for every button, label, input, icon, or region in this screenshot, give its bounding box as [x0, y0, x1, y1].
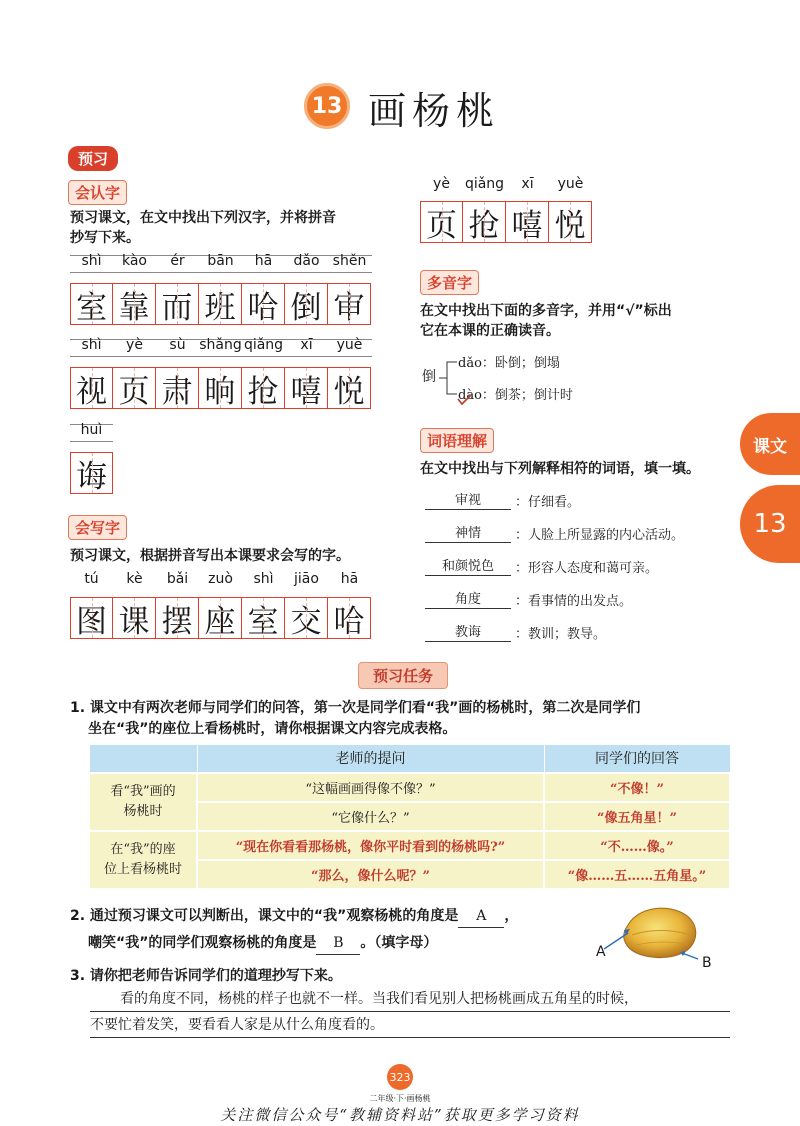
pinyin: shì [81, 253, 102, 269]
char-cell: 诲 [70, 452, 113, 494]
pinyin-row-1 [70, 253, 372, 275]
tasks-tag: 预习任务 [358, 662, 448, 689]
row-group-label-line: 位上看杨桃时 [103, 861, 182, 877]
char-cell: 肃 [156, 367, 199, 409]
teacher-question: “这幅画画得像不像？” [197, 773, 544, 802]
char-cell: 图 [70, 597, 113, 639]
row-group-label-line: 看“我”画的 [110, 783, 176, 799]
student-answer: “不……像。” [544, 831, 730, 860]
pinyin-row-3 [70, 422, 113, 444]
question-1-line1: 1. 课文中有两次老师与同学们的问答，第一次是同学们看“我”画的杨桃时，第二次是同学们 [70, 700, 641, 716]
pinyin: xī [521, 176, 534, 192]
vocab-meaning: ：看事情的出发点。 [515, 594, 633, 609]
q2-text-end: 。（填字母） [360, 935, 438, 951]
row-group-label-line: 杨桃时 [123, 803, 163, 819]
vocab-item [425, 554, 658, 576]
pinyin: sù [169, 337, 186, 353]
table-row [89, 831, 730, 860]
vocab-answer: 审视 [425, 489, 511, 510]
pinyin: tú [84, 571, 99, 587]
starfruit-figure [590, 895, 720, 975]
question-3: 3. 请你把老师告诉同学们的道理抄写下来。 [70, 968, 342, 984]
pinyin: shì [81, 337, 102, 353]
pinyin: kè [126, 571, 143, 587]
pinyin: jiāo [294, 571, 319, 587]
write-instruction: 预习课文，根据拼音写出本课要求会写的字。 [70, 548, 350, 564]
pinyin: shǎng [199, 337, 242, 353]
char-grid-row-1 [70, 283, 371, 325]
preview-tag: 预习 [68, 146, 118, 171]
table-header: 老师的提问 [197, 745, 544, 773]
student-answer: “不像！” [544, 773, 730, 802]
char-cell: 室 [242, 597, 285, 639]
page-number: 323 [387, 1064, 413, 1090]
teacher-question: “它像什么？” [197, 802, 544, 831]
figure-label-a: A [596, 944, 606, 960]
pinyin: dǎo [293, 253, 320, 269]
pinyin: shì [253, 571, 274, 587]
char-cell: 班 [199, 283, 242, 325]
question-1-line2: 坐在“我”的座位上看杨桃时，请你根据课文内容完成表格。 [88, 721, 457, 737]
pinyin: shěn [332, 253, 367, 269]
vocab-answer: 神情 [425, 522, 511, 543]
student-answer: “像五角星！” [544, 802, 730, 831]
polyphone-reading-1: dǎo：卧倒；倒塌 [458, 356, 560, 371]
char-cell: 审 [328, 283, 371, 325]
char-cell: 哈 [328, 597, 371, 639]
vocab-item [425, 587, 632, 609]
answer-line-2: 不要忙着发笑，要看看人家是从什么角度看的。 [90, 1014, 730, 1038]
pinyin: yuè [557, 176, 584, 192]
q2-text: 嘲笑“我”的同学们观察杨桃的角度是 [88, 935, 317, 951]
table-header: 同学们的回答 [544, 745, 730, 773]
recognize-instruction-line2: 抄写下来。 [70, 230, 140, 246]
char-cell: 倒 [285, 283, 328, 325]
char-cell: 课 [113, 597, 156, 639]
row-group-label-line: 在“我”的座 [110, 841, 176, 857]
pinyin: bān [207, 253, 234, 269]
watermark-text: 关注微信公众号“教辅资料站”获取更多学习资料 [220, 1106, 580, 1124]
top-right-pinyin-row [420, 176, 592, 198]
char-cell: 页 [420, 201, 463, 243]
vocab-meaning: ：形容人态度和蔼可亲。 [515, 561, 659, 576]
footer-caption: 二年级·下·画杨桃 [369, 1094, 431, 1103]
question-2-line2 [88, 932, 437, 955]
vocab-item [425, 488, 580, 510]
char-grid-row-2 [70, 367, 371, 409]
char-grid-row-3 [70, 452, 113, 494]
pinyin: zuò [208, 571, 233, 587]
pinyin: qiǎng [464, 176, 505, 192]
char-cell: 页 [113, 367, 156, 409]
vocab-meaning: ：教训；教导。 [515, 627, 607, 642]
polyphone-reading-2: dào：倒茶；倒计时 [458, 388, 573, 403]
char-cell: 嘻 [506, 201, 549, 243]
teacher-question: “那么，像什么呢？” [197, 860, 544, 889]
checkmark-icon [456, 393, 474, 407]
char-cell: 座 [199, 597, 242, 639]
figure-label-b: B [702, 955, 712, 971]
teacher-question: “现在你看看那杨桃，像你平时看到的杨桃吗?” [197, 831, 544, 860]
row-group-label [89, 831, 197, 889]
write-char-grid [70, 597, 371, 639]
q2-text: 2. 通过预习课文可以判断出，课文中的“我”观察杨桃的角度是 [70, 908, 459, 924]
lesson-number-badge: 13 [304, 83, 350, 129]
char-cell: 悦 [328, 367, 371, 409]
char-cell: 晌 [199, 367, 242, 409]
pinyin: yè [433, 176, 450, 192]
vocab-answer: 角度 [425, 588, 511, 609]
char-cell: 嘻 [285, 367, 328, 409]
pinyin: yè [126, 337, 143, 353]
question-2-line1 [70, 905, 518, 928]
qa-table [88, 744, 731, 890]
vocab-answer: 教诲 [425, 621, 511, 642]
q2-answer-1: A [458, 905, 504, 928]
vocab-tag: 词语理解 [420, 428, 494, 453]
pinyin: ér [170, 253, 185, 269]
q2-answer-2: B [316, 932, 360, 955]
vocab-meaning: ：人脸上所显露的内心活动。 [515, 528, 685, 543]
polyphone-tag: 多音字 [420, 270, 479, 295]
recognize-tag: 会认字 [68, 180, 127, 205]
write-pinyin-row [70, 571, 372, 593]
char-cell: 交 [285, 597, 328, 639]
pinyin: hā [254, 253, 273, 269]
polyphone-instruction-line1: 在文中找出下面的多音字，并用“√”标出 [420, 303, 672, 319]
top-right-char-grid [420, 201, 592, 243]
vocab-meaning: ：仔细看。 [515, 495, 581, 510]
table-header [89, 745, 197, 773]
pinyin: kào [121, 253, 147, 269]
char-cell: 视 [70, 367, 113, 409]
side-tab-number: 13 [740, 485, 800, 563]
table-row [89, 773, 730, 802]
pinyin-row-2 [70, 337, 372, 359]
page-title: 画杨桃 [368, 89, 501, 133]
vocab-item [425, 620, 606, 642]
q2-text-end: ， [504, 908, 519, 924]
pinyin: bǎi [166, 571, 189, 587]
side-tab-label: 课文 [740, 413, 800, 475]
pinyin: qiǎng [243, 337, 284, 353]
write-tag: 会写字 [68, 515, 127, 540]
answer-line-1: 看的角度不同，杨桃的样子也就不一样。当我们看见别人把杨桃画成五角星的时候， [90, 988, 730, 1012]
polyphone-char: 倒 [422, 369, 436, 385]
char-cell: 室 [70, 283, 113, 325]
char-cell: 哈 [242, 283, 285, 325]
pinyin: xī [300, 337, 313, 353]
row-group-label [89, 773, 197, 831]
char-cell: 抢 [463, 201, 506, 243]
student-answer: “像……五……五角星。” [544, 860, 730, 889]
pinyin: hā [340, 571, 359, 587]
vocab-answer: 和颜悦色 [425, 555, 511, 576]
vocab-item [425, 521, 684, 543]
char-cell: 抢 [242, 367, 285, 409]
recognize-instruction-line1: 预习课文，在文中找出下列汉字，并将拼音 [70, 210, 336, 226]
pinyin: huì [80, 422, 103, 438]
char-cell: 而 [156, 283, 199, 325]
pinyin: yuè [336, 337, 363, 353]
char-cell: 悦 [549, 201, 592, 243]
char-cell: 摆 [156, 597, 199, 639]
vocab-instruction: 在文中找出与下列解释相符的词语，填一填。 [420, 461, 700, 477]
polyphone-instruction-line2: 它在本课的正确读音。 [420, 323, 560, 339]
char-cell: 靠 [113, 283, 156, 325]
